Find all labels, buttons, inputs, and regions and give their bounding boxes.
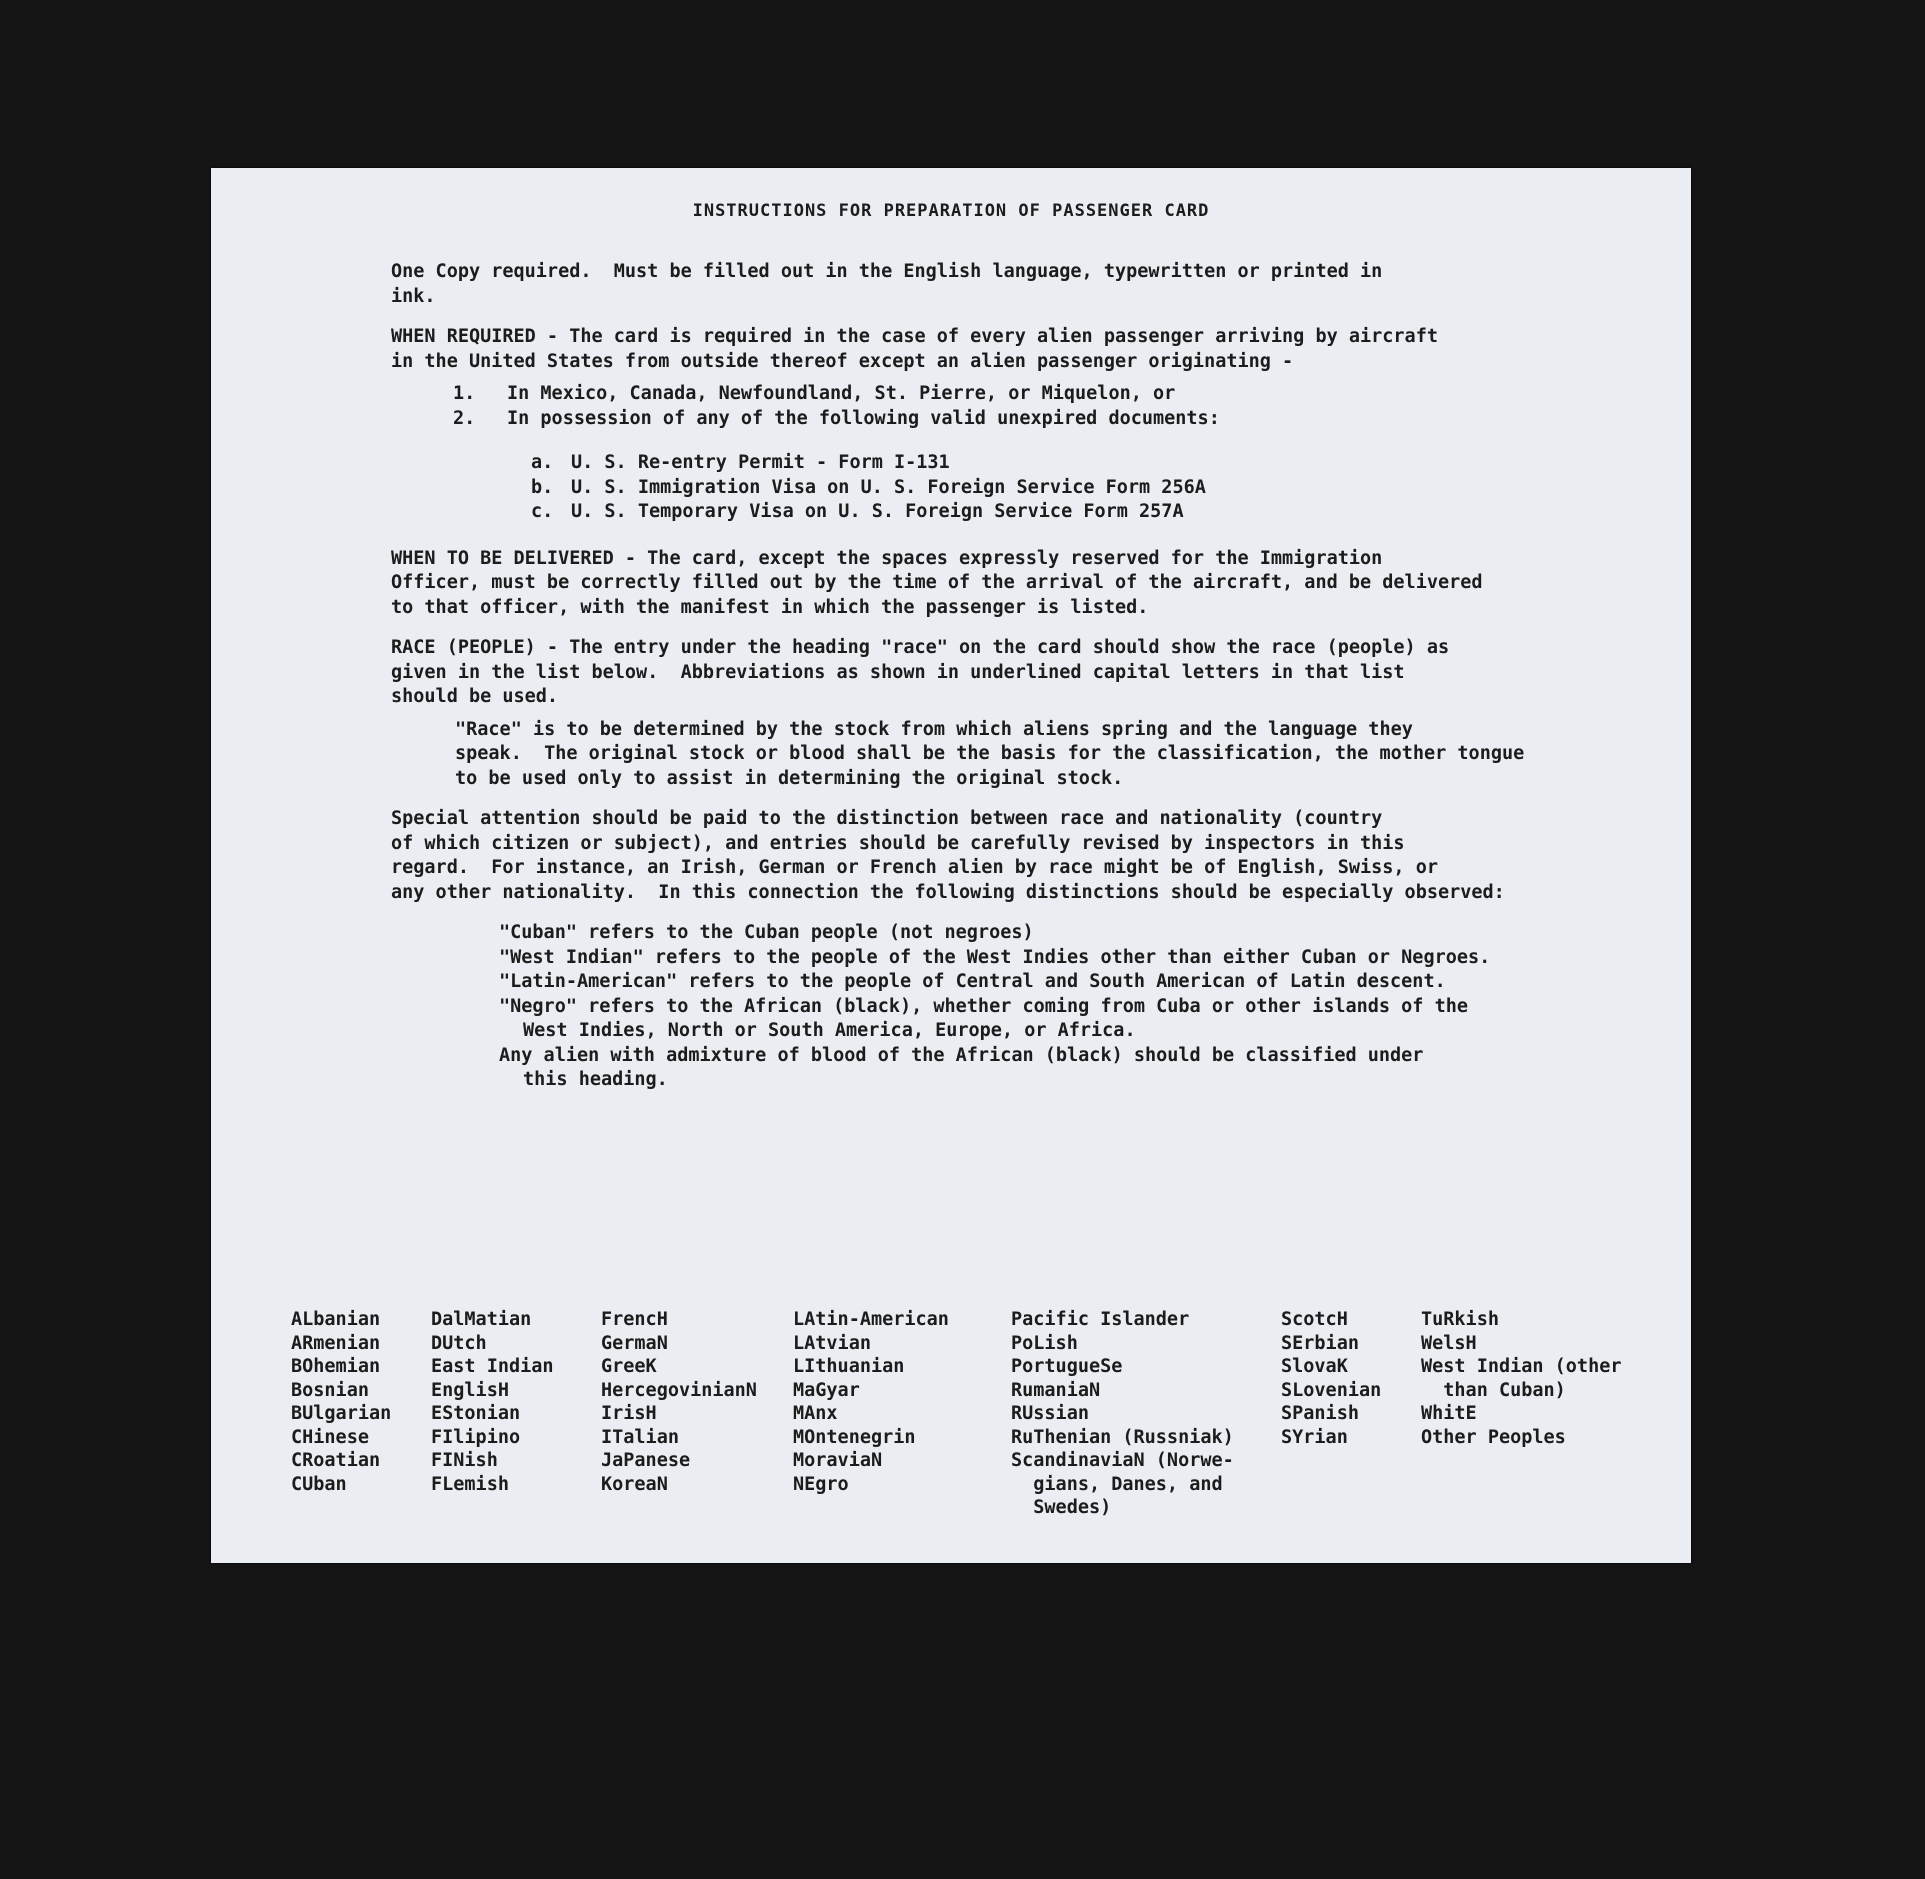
race-item: East Indian [431,1356,554,1377]
race-item: MAnx [793,1403,838,1424]
race-item: Bosnian [291,1379,369,1401]
race-item: WhitE [1421,1403,1477,1424]
race-item: FrencH [601,1309,668,1330]
race-item: ScotcH [1281,1309,1348,1330]
intro-paragraph: One Copy required. Must be filled out in the English language, typewritten or printed in ink. [391,261,1383,307]
race-item: ScandinaviaN (Norwe- [1011,1450,1234,1471]
race-item: EStonian [431,1403,521,1424]
list-item: "West Indian" refers to the people of the West Indies other than either Cuban or Negroes. [499,946,1491,968]
list-item: 2. In possession of any of the following valid unexpired documents: [453,407,1220,429]
race-item: SlovaK [1281,1356,1348,1377]
race-item: JaPanese [601,1450,691,1471]
race-item: PoLish [1011,1332,1078,1354]
race-item: KoreaN [601,1473,668,1495]
race-item: CRoatian [291,1450,381,1471]
list-item: c. U. S. Temporary Visa on U. S. Foreign Service Form 257A [531,501,1184,522]
document-list [391,451,1671,525]
race-item: gians, Danes, and [1011,1473,1223,1495]
exception-list [391,382,1671,431]
race-column-1 [291,1308,391,1496]
distinction-list [391,921,1671,1093]
race-item: HercegovinianN [601,1379,757,1401]
race-column-4 [793,1308,949,1496]
race-item: Pacific Islander [1011,1309,1190,1330]
race-item: ITalian [601,1426,679,1448]
race-item: MoraviaN [793,1450,883,1471]
race-determined-paragraph: "Race" is to be determined by the stock from which aliens spring and the language they speak. The original stock or blood shall be the basis for the classification, the mother tongue to be used only to assist in determining the original stock. [455,718,1525,789]
race-item: BOhemian [291,1356,381,1377]
race-item: SLovenian [1281,1379,1382,1401]
race-item: RuThenian (Russniak) [1011,1426,1234,1448]
race-item: ARmenian [291,1332,381,1354]
race-item: DUtch [431,1332,487,1354]
race-people-paragraph: RACE (PEOPLE) - The entry under the heading "race" on the card should show the race (people) as given in the list below. Abbreviations as shown in underlined capital letters in that list should be used. [391,637,1450,707]
list-item: this heading. [523,1069,668,1090]
list-item: "Cuban" refers to the Cuban people (not negroes) [499,922,1034,943]
race-item: RUssian [1011,1403,1089,1424]
race-item: NEgro [793,1473,849,1495]
race-item: BUlgarian [291,1403,392,1424]
race-item: MaGyar [793,1379,860,1401]
instructions-body [391,260,1671,1105]
when-delivered-paragraph: WHEN TO BE DELIVERED - The card, except the spaces expressly reserved for the Immigration Officer, must be correctly filled out by the time of the arrival of the aircraft, and be delivered to that officer, with the manifest in which the passenger is listed. [391,547,1483,618]
race-item: LAtin-American [793,1309,949,1330]
race-item: LAtvian [793,1332,871,1354]
list-item: 1. In Mexico, Canada, Newfoundland, St. Pierre, or Miquelon, or [453,383,1176,404]
race-item: ALbanian [291,1309,381,1330]
passenger-card-instructions [211,168,1691,1563]
race-item: WelsH [1421,1332,1477,1354]
race-item: FINish [431,1450,498,1471]
list-item: b. U. S. Immigration Visa on U. S. Foreign Service Form 256A [531,476,1206,498]
race-item: West Indian (other [1421,1356,1622,1377]
race-item: LIthuanian [793,1356,905,1377]
race-item: Other Peoples [1421,1426,1566,1448]
race-item: SYrian [1281,1426,1348,1448]
list-item: "Latin-American" refers to the people of Central and South American of Latin descent. [499,971,1446,992]
special-attention-paragraph: Special attention should be paid to the distinction between race and nationality (country of which citizen or subject), and entries should be carefully revised by inspectors in this regard. For instance, an Irish, German or French alien by race might be of English, Swiss, or any other nationality. In this connection the following distinctions should be especially observed: [391,808,1505,903]
list-item: West Indies, North or South America, Europe, or Africa. [523,1020,1136,1041]
race-column-5 [1011,1308,1234,1520]
race-item: FLemish [431,1473,509,1495]
race-item: than Cuban) [1421,1379,1566,1401]
race-item: FIlipino [431,1426,521,1448]
race-column-3 [601,1308,757,1496]
race-item: CUban [291,1473,347,1495]
page-title: INSTRUCTIONS FOR PREPARATION OF PASSENGER CARD [692,201,1210,221]
race-item: Swedes) [1011,1497,1112,1518]
race-item: GermaN [601,1332,668,1354]
race-item: SErbian [1281,1332,1359,1354]
race-column-6 [1281,1308,1381,1449]
race-item: CHinese [291,1426,369,1448]
race-item: EnglisH [431,1379,509,1401]
list-item: Any alien with admixture of blood of the African (black) should be classified under [499,1044,1424,1066]
race-column-2 [431,1308,554,1496]
race-item: SPanish [1281,1403,1359,1424]
race-item: PortugueSe [1011,1356,1123,1377]
race-column-7 [1421,1308,1621,1449]
list-item: a. U. S. Re-entry Permit - Form I-131 [531,452,950,473]
race-item: MOntenegrin [793,1426,916,1448]
race-item: TuRkish [1421,1309,1499,1330]
race-item: RumaniaN [1011,1379,1101,1401]
list-item: "Negro" refers to the African (black), whether coming from Cuba or other islands of the [499,995,1469,1017]
race-item: IrisH [601,1403,657,1424]
when-required-paragraph: WHEN REQUIRED - The card is required in the case of every alien passenger arriving by aircraft in the United States from outside thereof except an alien passenger originating - [391,326,1438,372]
race-item: GreeK [601,1356,657,1377]
race-item: DalMatian [431,1309,532,1330]
